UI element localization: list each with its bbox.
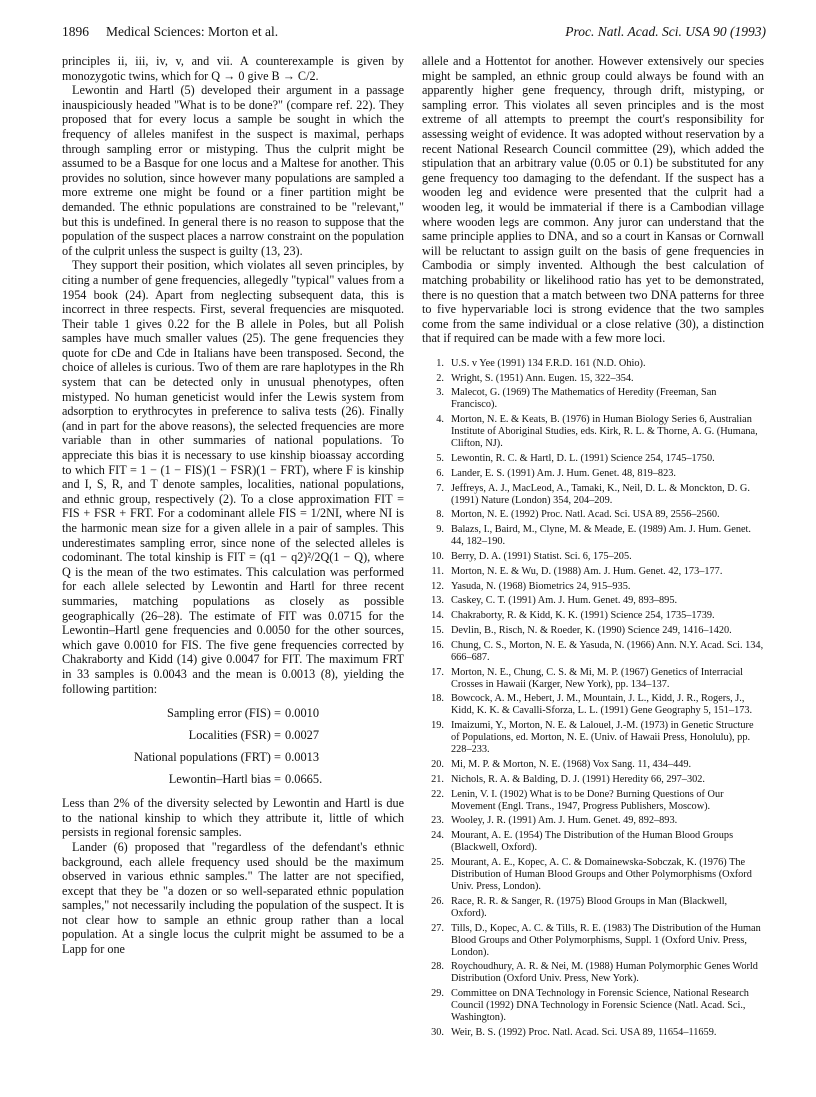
reference-number: 27. bbox=[431, 922, 444, 934]
reference-number: 12. bbox=[431, 580, 444, 592]
reference-number: 1. bbox=[436, 357, 444, 369]
running-header bbox=[62, 24, 766, 44]
reference-text: Mi, M. P. & Morton, N. E. (1968) Vox Sang. 11, 434–449. bbox=[451, 759, 692, 771]
partition-row bbox=[62, 746, 404, 768]
reference-item bbox=[422, 373, 764, 385]
reference-number: 30. bbox=[431, 1026, 444, 1038]
partition-label: Localities (FSR) = bbox=[188, 727, 281, 742]
partition-label: Lewontin–Hartl bias = bbox=[168, 771, 281, 786]
reference-number: 15. bbox=[431, 625, 444, 637]
paragraph: principles ii, iii, iv, v, and vii. A counterexample is given by monozygotic twins, which for Q → 0 give B → C/2. bbox=[62, 54, 404, 83]
reference-item bbox=[422, 815, 764, 827]
reference-item bbox=[422, 595, 764, 607]
reference-item bbox=[422, 693, 764, 717]
partition-row bbox=[62, 768, 404, 790]
section-title: Medical Sciences: Morton et al. bbox=[106, 24, 279, 39]
reference-text: Devlin, B., Risch, N. & Roeder, K. (1990) Science 249, 1416–1420. bbox=[451, 625, 732, 637]
reference-item bbox=[422, 640, 764, 664]
reference-text: Wright, S. (1951) Ann. Eugen. 15, 322–354. bbox=[451, 372, 634, 384]
reference-number: 20. bbox=[431, 759, 444, 771]
partition-row bbox=[62, 724, 404, 746]
reference-item bbox=[422, 453, 764, 465]
reference-item bbox=[422, 774, 764, 786]
reference-text: Jeffreys, A. J., MacLeod, A., Tamaki, K., Neil, D. L. & Monckton, D. G. (1991) Nature (London) 354, 204–209. bbox=[451, 482, 750, 506]
reference-item bbox=[422, 1027, 764, 1039]
right-column bbox=[422, 54, 764, 1042]
paragraph: They support their position, which violates all seven principles, by citing a number of gene frequencies, allegedly "typical" values from a 1954 book (24). Apart from neglecting subsequent data, this is incorrect in three respects. First, several frequencies are misquoted. Their table 1 gives 0.22 for the B allele in Poles, but all Polish samples have much smaller values (25). The gene frequencies they quote for cDe and Cde in Italians have been transposed. Second, the choice of alleles is curious. Two of them are rare haplotypes in the Rh system that can be detected only in unusual phenotypes, often mistyped. No human geneticist would infer the Lewis system from adsorption to erythrocytes in preference to saliva tests (26). Finally (and in part for the above reasons), the selected frequencies are more variable than in other summaries of national populations. To appreciate this bias it is necessary to use kinship bioassay according to which FIT = 1 − (1 − FIS)(1 − FSR)(1 − FRT), where F is kinship and I, S, R, and T denote samples, localities, national populations, and ethnic group, respectively (2). To a close approximation FIT = FIS + FSR + FRT. For a codominant allele FIS = 1/2NI, where NI is the harmonic mean size for a given allele in a pair of samples. This underestimates sampling error, since none of the selected alleles is codominant. The total kinship is FIT = (q1 − q2)²/2Q(1 − Q), where Q is the mean of the two estimates. This calculation was performed for each allele selected by Lewontin and Hartl for three recent summaries, matching populations as closely as possible geographically (26–28). The estimate of FIT was 0.0715 for the Lewontin–Hartl gene frequencies and 0.0050 for the other sources, which gave 0.0010 for FIS. The five gene frequencies corrected by Chakraborty and Kidd (14) give 0.0047 for FIT. The maximum FRT in 33 samples is 0.0043 and the mean is 0.0013 (8), yielding the following partition: bbox=[62, 258, 404, 696]
reference-item bbox=[422, 896, 764, 920]
partition-value: 0.0010 bbox=[285, 705, 320, 720]
reference-number: 8. bbox=[436, 509, 444, 521]
reference-number: 25. bbox=[431, 857, 444, 868]
reference-text: Wooley, J. R. (1991) Am. J. Hum. Genet. 49, 892–893. bbox=[451, 815, 678, 827]
reference-item bbox=[422, 988, 764, 1024]
reference-text: Berry, D. A. (1991) Statist. Sci. 6, 175–205. bbox=[451, 551, 632, 563]
reference-item bbox=[422, 830, 764, 854]
reference-text: Morton, N. E., Chung, C. S. & Mi, M. P. (1967) Genetics of Interracial Crosses in Hawaii (Karger, New York), pp. 134–137. bbox=[451, 666, 743, 690]
reference-text: Yasuda, N. (1968) Biometrics 24, 915–935. bbox=[451, 580, 631, 592]
reference-item bbox=[422, 625, 764, 637]
paragraph: Lander (6) proposed that "regardless of the defendant's ethnic background, each allele frequency used should be the maximum observed in various ethnic samples." The latter are not specified, except that they be "a dozen or so well-separated ethnic population samples," not necessarily including the population of the suspect. It is not clear how to sample an ethnic group rather than a local population. At a single locus the culprit might be assumed to be a Lapp for one bbox=[62, 839, 404, 957]
reference-item bbox=[422, 524, 764, 548]
reference-item bbox=[422, 759, 764, 771]
reference-number: 22. bbox=[431, 788, 444, 800]
reference-text: Mourant, A. E., Kopec, A. C. & Domainewska-Sobczak, K. (1976) The Distribution of Human Blood Groups and Other Polymorphisms (Oxford Univ. Press, London). bbox=[451, 857, 752, 892]
reference-text: Morton, N. E. (1992) Proc. Natl. Acad. Sci. USA 89, 2556–2560. bbox=[451, 509, 720, 521]
reference-text: Chakraborty, R. & Kidd, K. K. (1991) Science 254, 1735–1739. bbox=[451, 610, 715, 622]
reference-text: Lenin, V. I. (1902) What is to be Done? Burning Questions of Our Movement (Engl. Trans., 1947, Progress Publishers, Moscow). bbox=[451, 788, 724, 812]
reference-text: Nichols, R. A. & Balding, D. J. (1991) Heredity 66, 297–302. bbox=[451, 773, 705, 785]
reference-item bbox=[422, 566, 764, 578]
reference-text: Roychoudhury, A. R. & Nei, M. (1988) Human Polymorphic Genes World Distribution (Oxford Univ. Press, New York). bbox=[451, 961, 758, 985]
reference-item bbox=[422, 789, 764, 813]
reference-number: 21. bbox=[431, 773, 444, 785]
journal-citation: Proc. Natl. Acad. Sci. USA 90 (1993) bbox=[565, 24, 766, 39]
page-number: 1896 bbox=[62, 24, 89, 39]
reference-number: 13. bbox=[431, 595, 444, 607]
partition-label: Sampling error (FIS) = bbox=[166, 705, 281, 720]
reference-text: Lewontin, R. C. & Hartl, D. L. (1991) Science 254, 1745–1750. bbox=[451, 453, 715, 465]
reference-number: 10. bbox=[431, 551, 444, 563]
reference-item bbox=[422, 551, 764, 563]
reference-text: Imaizumi, Y., Morton, N. E. & Lalouel, J.-M. (1973) in Genetic Structure of Populations, ed. Morton, N. E. (Univ. of Hawaii Press, Honolulu), pp. 228–233. bbox=[451, 720, 754, 756]
reference-number: 7. bbox=[436, 482, 444, 494]
reference-text: Morton, N. E. & Wu, D. (1988) Am. J. Hum. Genet. 42, 173–177. bbox=[451, 565, 723, 577]
reference-number: 17. bbox=[431, 666, 444, 678]
reference-number: 19. bbox=[431, 720, 444, 732]
partition-row bbox=[62, 702, 404, 724]
reference-item bbox=[422, 667, 764, 691]
partition-value: 0.0027 bbox=[285, 727, 320, 742]
reference-number: 14. bbox=[431, 610, 444, 622]
reference-text: Lander, E. S. (1991) Am. J. Hum. Genet. 48, 819–823. bbox=[451, 467, 676, 479]
reference-text: Mourant, A. E. (1954) The Distribution of the Human Blood Groups (Blackwell, Oxford). bbox=[451, 830, 734, 854]
reference-item bbox=[422, 358, 764, 370]
paragraph: Lewontin and Hartl (5) developed their argument in a passage inauspiciously headed "What is to be done?" (compare ref. 22). They proposed that for every locus a sample be sought in which the frequency of alleles manifest in the suspect is maximal, perhaps through sampling error or mistyping. Thus the culprit might be assumed to be a Basque for one locus and a Maltese for another. This provides no solution, since however many populations are sampled a more extreme one might be found or a finer partition might be demanded. The ethnic populations are constrained to be "relevant," but this is undefined. In general there is no reason to suppose that the population of the suspect places a narrow constraint on the population of the culprit unless the suspect is guilty (13, 23). bbox=[62, 83, 404, 258]
paragraph: allele and a Hottentot for another. However extensively our species might be sampled, an ethnic group could always be found with an apparently higher gene frequency, through drift, mistyping, or sampling error. This violates all seven principles and is the most extreme of all attempts to preempt the court's responsibility for assessing weight of evidence. It was adopted without reservation by a recent National Research Council committee (29), which added the stipulation that an arbitrary value (0.05 or 0.1) be substituted for any gene frequency too damaging to the defendant. If the suspect has a wooden leg and evidence were presented that the culprit had a wooden leg, it would be immaterial if there is a Cambodian village where wooden legs are common. Any juror can understand that the same principle applies to DNA, and so a court in Kansas or Cornwall will be reluctant to assign guilt on the basis of gene frequencies in Cambodia or simply invented. Although the best calculation of matching probability or likelihood ratio has yet to be demonstrated, there is no question that a match between two DNA patterns for three to five hypervariable loci is strong evidence that the two samples come from the same individual or a close relative (30), a distinction that if required can be made with a few more loci. bbox=[422, 54, 764, 346]
reference-text: Race, R. R. & Sanger, R. (1975) Blood Groups in Man (Blackwell, Oxford). bbox=[451, 895, 728, 919]
reference-text: Morton, N. E. & Keats, B. (1976) in Human Biology Series 6, Australian Institute of Aboriginal Studies, eds. Kirk, R. L. & Thorne, A. G. (Humana, Clifton, NJ). bbox=[451, 414, 758, 450]
reference-number: 4. bbox=[436, 414, 444, 426]
reference-text: Malecot, G. (1969) The Mathematics of Heredity (Freeman, San Francisco). bbox=[451, 387, 717, 411]
reference-number: 2. bbox=[436, 372, 444, 384]
reference-number: 5. bbox=[436, 453, 444, 465]
reference-list bbox=[422, 358, 764, 1039]
reference-text: U.S. v Yee (1991) 134 F.R.D. 161 (N.D. Ohio). bbox=[451, 357, 646, 369]
reference-item bbox=[422, 961, 764, 985]
partition-value: 0.0665. bbox=[285, 771, 323, 786]
reference-text: Balazs, I., Baird, M., Clyne, M. & Meade, E. (1989) Am. J. Hum. Genet. 44, 182–190. bbox=[451, 524, 751, 548]
reference-item bbox=[422, 483, 764, 507]
reference-number: 24. bbox=[431, 830, 444, 842]
reference-item bbox=[422, 414, 764, 450]
reference-text: Tills, D., Kopec, A. C. & Tills, R. E. (1983) The Distribution of the Human Blood Groups and Other Polymorphisms, Suppl. 1 (Oxford Univ. Press, London). bbox=[451, 922, 761, 958]
reference-item bbox=[422, 581, 764, 593]
reference-item bbox=[422, 509, 764, 521]
reference-number: 16. bbox=[431, 639, 444, 651]
reference-item bbox=[422, 923, 764, 959]
reference-text: Chung, C. S., Morton, N. E. & Yasuda, N. (1966) Ann. N.Y. Acad. Sci. 134, 666–687. bbox=[451, 639, 764, 663]
reference-number: 29. bbox=[431, 988, 444, 1000]
reference-item bbox=[422, 610, 764, 622]
reference-number: 18. bbox=[431, 693, 444, 705]
reference-text: Bowcock, A. M., Hebert, J. M., Mountain, J. L., Kidd, J. R., Rogers, J., Kidd, K. K. & Cavalli-Sforza, L. L. (1991) Gene Geography 5, 151–173. bbox=[451, 693, 753, 717]
reference-number: 6. bbox=[436, 467, 444, 479]
reference-item bbox=[422, 468, 764, 480]
reference-number: 9. bbox=[436, 524, 444, 536]
reference-item bbox=[422, 387, 764, 411]
reference-text: Caskey, C. T. (1991) Am. J. Hum. Genet. 49, 893–895. bbox=[451, 595, 678, 607]
reference-number: 23. bbox=[431, 815, 444, 827]
reference-number: 11. bbox=[431, 565, 444, 577]
reference-number: 28. bbox=[431, 961, 444, 973]
paragraph: Less than 2% of the diversity selected by Lewontin and Hartl is due to the national kinship to which they attribute it, little of which persists in regional forensic samples. bbox=[62, 796, 404, 840]
reference-text: Weir, B. S. (1992) Proc. Natl. Acad. Sci. USA 89, 11654–11659. bbox=[451, 1026, 717, 1038]
partition-equations bbox=[62, 702, 404, 790]
left-column bbox=[62, 54, 404, 957]
partition-value: 0.0013 bbox=[285, 749, 320, 764]
reference-text: Committee on DNA Technology in Forensic Science, National Research Council (1992) DNA Technology in Forensic Science (Natl. Acad. Sci., Washington). bbox=[451, 988, 749, 1024]
reference-item bbox=[422, 857, 764, 893]
reference-number: 3. bbox=[436, 387, 444, 399]
reference-number: 26. bbox=[431, 895, 444, 907]
partition-label: National populations (FRT) = bbox=[134, 749, 281, 764]
reference-item bbox=[422, 720, 764, 756]
